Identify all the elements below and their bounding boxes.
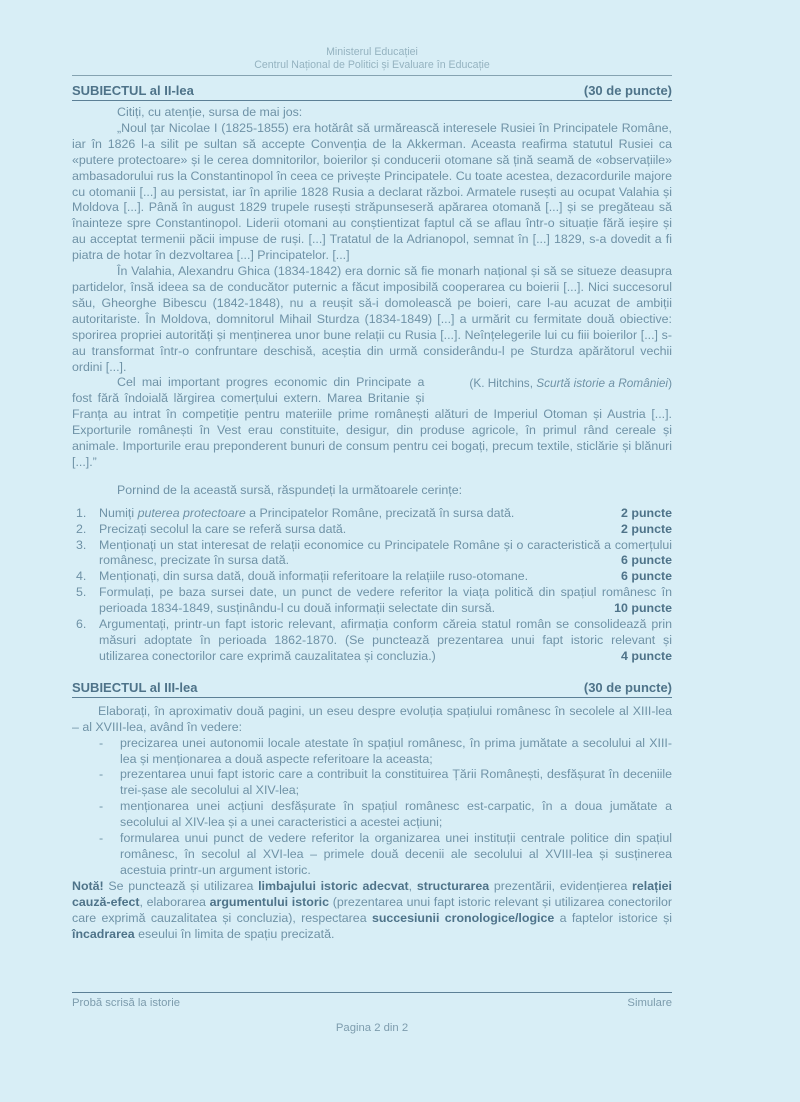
footer-session-label: Simulare	[627, 997, 672, 1009]
question-3	[72, 538, 672, 570]
question-2	[72, 522, 672, 538]
question-6-number: 6.	[76, 617, 87, 632]
section2-intro: Citiți, cu atenție, sursa de mai jos:	[117, 105, 303, 119]
source-paragraph-3-text: Cel mai important progres economic din Principate a fost fără îndoială lărgirea comerțului extern. Marea Britanie și Franța au intrat în competiție pentru materiile prime românești alături de Imperiul Otoman și Austria [...]. Exporturile românești în Vest erau constituite, desigur, din produse agricole, în primul rând cereale și animale. Importurile erau preponderent bunuri de consum pentru cei bogați, precum textile, sticlărie și blănuri [...].”	[72, 375, 672, 469]
source-paragraph-1: „Noul țar Nicolae I (1825-1855) era hotărât să urmărească interesele Rusiei în Principatele Române, iar în 1826 l-a silit pe sultan să accepte Convenția de la Akkerman. Aceasta reafirma statutul Rusiei ca «putere protectoare» și le cerea domnitorilor, boierilor și conducerii otomane să țină seamă de «observațiile» ambasadorului rus la Constantinopol în ceea ce privește Principatele. Cu toate acestea, dezacordurile majore cu otomanii [...] au persistat, iar în aprilie 1828 Rusia a declarat război. Armatele rusești au ocupat Valahia și Moldova [...]. Până în august 1829 trupele rusești străpunseseră apărarea otomană [...] și se pregăteau să înainteze spre Constantinopol. Liderii otomani au conștientizat faptul că se aflau într-o situație fără ieșire și au acceptat termenii păcii impuse de ruși. [...] Tratatul de la Adrianopol, semnat în [...] 1829, s-a dovedit a fi piatra de hotar în dezvoltarea [...] Principatelor. [...]	[72, 120, 672, 263]
question-2-points: 2 puncte	[621, 521, 672, 536]
question-6-text: Argumentați, printr-un fapt istoric relevant, afirmația conform căreia statul român se consolidează prin măsuri adoptate în perioada 1862-1870. (Se punctează prezentarea unui fapt istoric relevant și utilizarea conectorilor care exprimă cauzalitatea și concluzia.)	[99, 617, 672, 663]
source-citation: (K. Hitchins, Scurtă istorie a României)	[469, 375, 672, 390]
essay-requirement-3-text: menționarea unei acțiuni desfășurate în spațiul românesc est-carpatic, în a doua jumătate a secolului al XIV-lea și a unei caracteristici a acestei acțiuni;	[120, 799, 672, 830]
essay-requirement-3	[72, 799, 672, 831]
document-header	[72, 46, 672, 76]
essay-requirement-4-text: formularea unui punct de vedere referitor la organizarea unei instituții centrale politice din spațiul românesc, în secolul al XVI-lea – primele două decenii ale secolului al XVIII-lea și susținerea acestuia printr-un argument istoric.	[120, 831, 672, 877]
page-content	[72, 46, 672, 942]
questions-list	[72, 506, 672, 665]
questions-prompt: Pornind de la această sursă, răspundeți la următoarele cerințe:	[117, 482, 463, 497]
question-2-number: 2.	[76, 521, 87, 536]
question-3-number: 3.	[76, 537, 87, 552]
bullet-dash: -	[99, 831, 104, 846]
footer-row	[72, 992, 672, 1009]
question-4-text: Menționați, din sursa dată, două informații referitoare la relațiile ruso-otomane.	[99, 569, 529, 584]
center-name: Centrul Național de Politici și Evaluare în Educație	[254, 59, 490, 71]
question-6-points: 4 puncte	[621, 648, 672, 663]
section2-title: SUBIECTUL al II-lea	[72, 83, 194, 98]
footer-exam-type: Probă scrisă la istorie	[72, 997, 180, 1009]
question-2-text: Precizați secolul la care se referă sursa dată.	[99, 521, 347, 536]
bullet-dash: -	[99, 735, 104, 750]
section3-intro: Elaborați, în aproximativ două pagini, un eseu despre evoluția spațiului românesc în secolele al XIII-lea – al XVIII-lea, având în vedere:	[72, 703, 672, 734]
source-paragraph-3	[72, 375, 672, 470]
question-4-points: 6 puncte	[621, 569, 672, 584]
question-5-points: 10 puncte	[614, 601, 672, 616]
essay-requirements-list	[72, 736, 672, 879]
section3-title: SUBIECTUL al III-lea	[72, 679, 198, 695]
section2-points: (30 de puncte)	[583, 83, 672, 98]
question-1-text: Numiți puterea protectoare a Principatelor Române, precizată în sursa dată.	[99, 505, 515, 520]
source-paragraph-2: În Valahia, Alexandru Ghica (1834-1842) era dornic să fie monarh național și să se situeze deasupra partidelor, însă ideea sa de conducător puternic a făcut imposibilă cooperarea cu boierii [...]. Nici succesorul său, Gheorghe Bibescu (1842-1848), nu a reușit să-i domolească pe boieri, care l-au acuzat de ambiții autoritariste. În Moldova, domnitorul Mihail Sturdza (1834-1849) [...] a urmărit cu fermitate două obiective: sporirea propriei autorități și menținerea unor bune relații cu Rusia [...]. Neînțelegerile lui cu fiii boierilor [...] s-au transformat într-o confruntare deschisă, aceștia din urmă considerându-l pe Sturdza apărătorul vechii ordini [...].	[72, 264, 672, 374]
ministry-name: Ministerul Educației	[326, 46, 418, 58]
question-6	[72, 617, 672, 665]
essay-requirement-4	[72, 831, 672, 879]
question-5	[72, 585, 672, 617]
essay-requirement-2-text: prezentarea unui fapt istoric care a contribuit la constituirea Țării Românești, desfășurat în deceniile trei-șase ale secolului al XIV-lea;	[120, 767, 672, 798]
section3-points: (30 de puncte)	[583, 679, 672, 695]
question-1-points: 2 puncte	[621, 505, 672, 520]
question-5-text: Formulați, pe baza sursei date, un punct de vedere referitor la viața politică din spațiul românesc în perioada 1834-1849, susținându-l cu două informații selectate din sursă.	[99, 585, 672, 616]
question-4	[72, 569, 672, 585]
question-5-number: 5.	[76, 585, 87, 600]
bullet-dash: -	[99, 799, 104, 814]
bullet-dash: -	[99, 767, 104, 782]
question-1-number: 1.	[76, 505, 87, 520]
question-1	[72, 506, 672, 522]
essay-requirement-2	[72, 767, 672, 799]
page-number: Pagina 2 din 2	[335, 1022, 409, 1034]
essay-requirement-1	[72, 736, 672, 768]
question-3-text: Menționați un stat interesat de relații economice cu Principatele Române și o caracteristică a comerțului românesc, precizate în sursa dată.	[99, 537, 672, 568]
section3-heading	[72, 680, 672, 698]
section2-heading	[72, 83, 672, 101]
page-footer	[72, 992, 672, 1034]
essay-requirement-1-text: precizarea unei autonomii locale atestate în spațiul românesc, în prima jumătate a secolului al XIII-lea și menționarea a două aspecte referitoare la aceasta;	[120, 735, 672, 766]
grading-note: Notă! Se punctează și utilizarea limbajului istoric adecvat, structurarea prezentării, evidențierea relației cauză-efect, elaborarea argumentului istoric (prezentarea unui fapt istoric relevant și utilizarea conectorilor care exprimă cauzalitatea și concluzia), respectarea succesiunii cronologice/logice a faptelor istorice și încadrarea eseului în limita de spațiu precizată.	[72, 878, 673, 941]
question-3-points: 6 puncte	[621, 553, 672, 568]
question-4-number: 4.	[76, 569, 87, 584]
